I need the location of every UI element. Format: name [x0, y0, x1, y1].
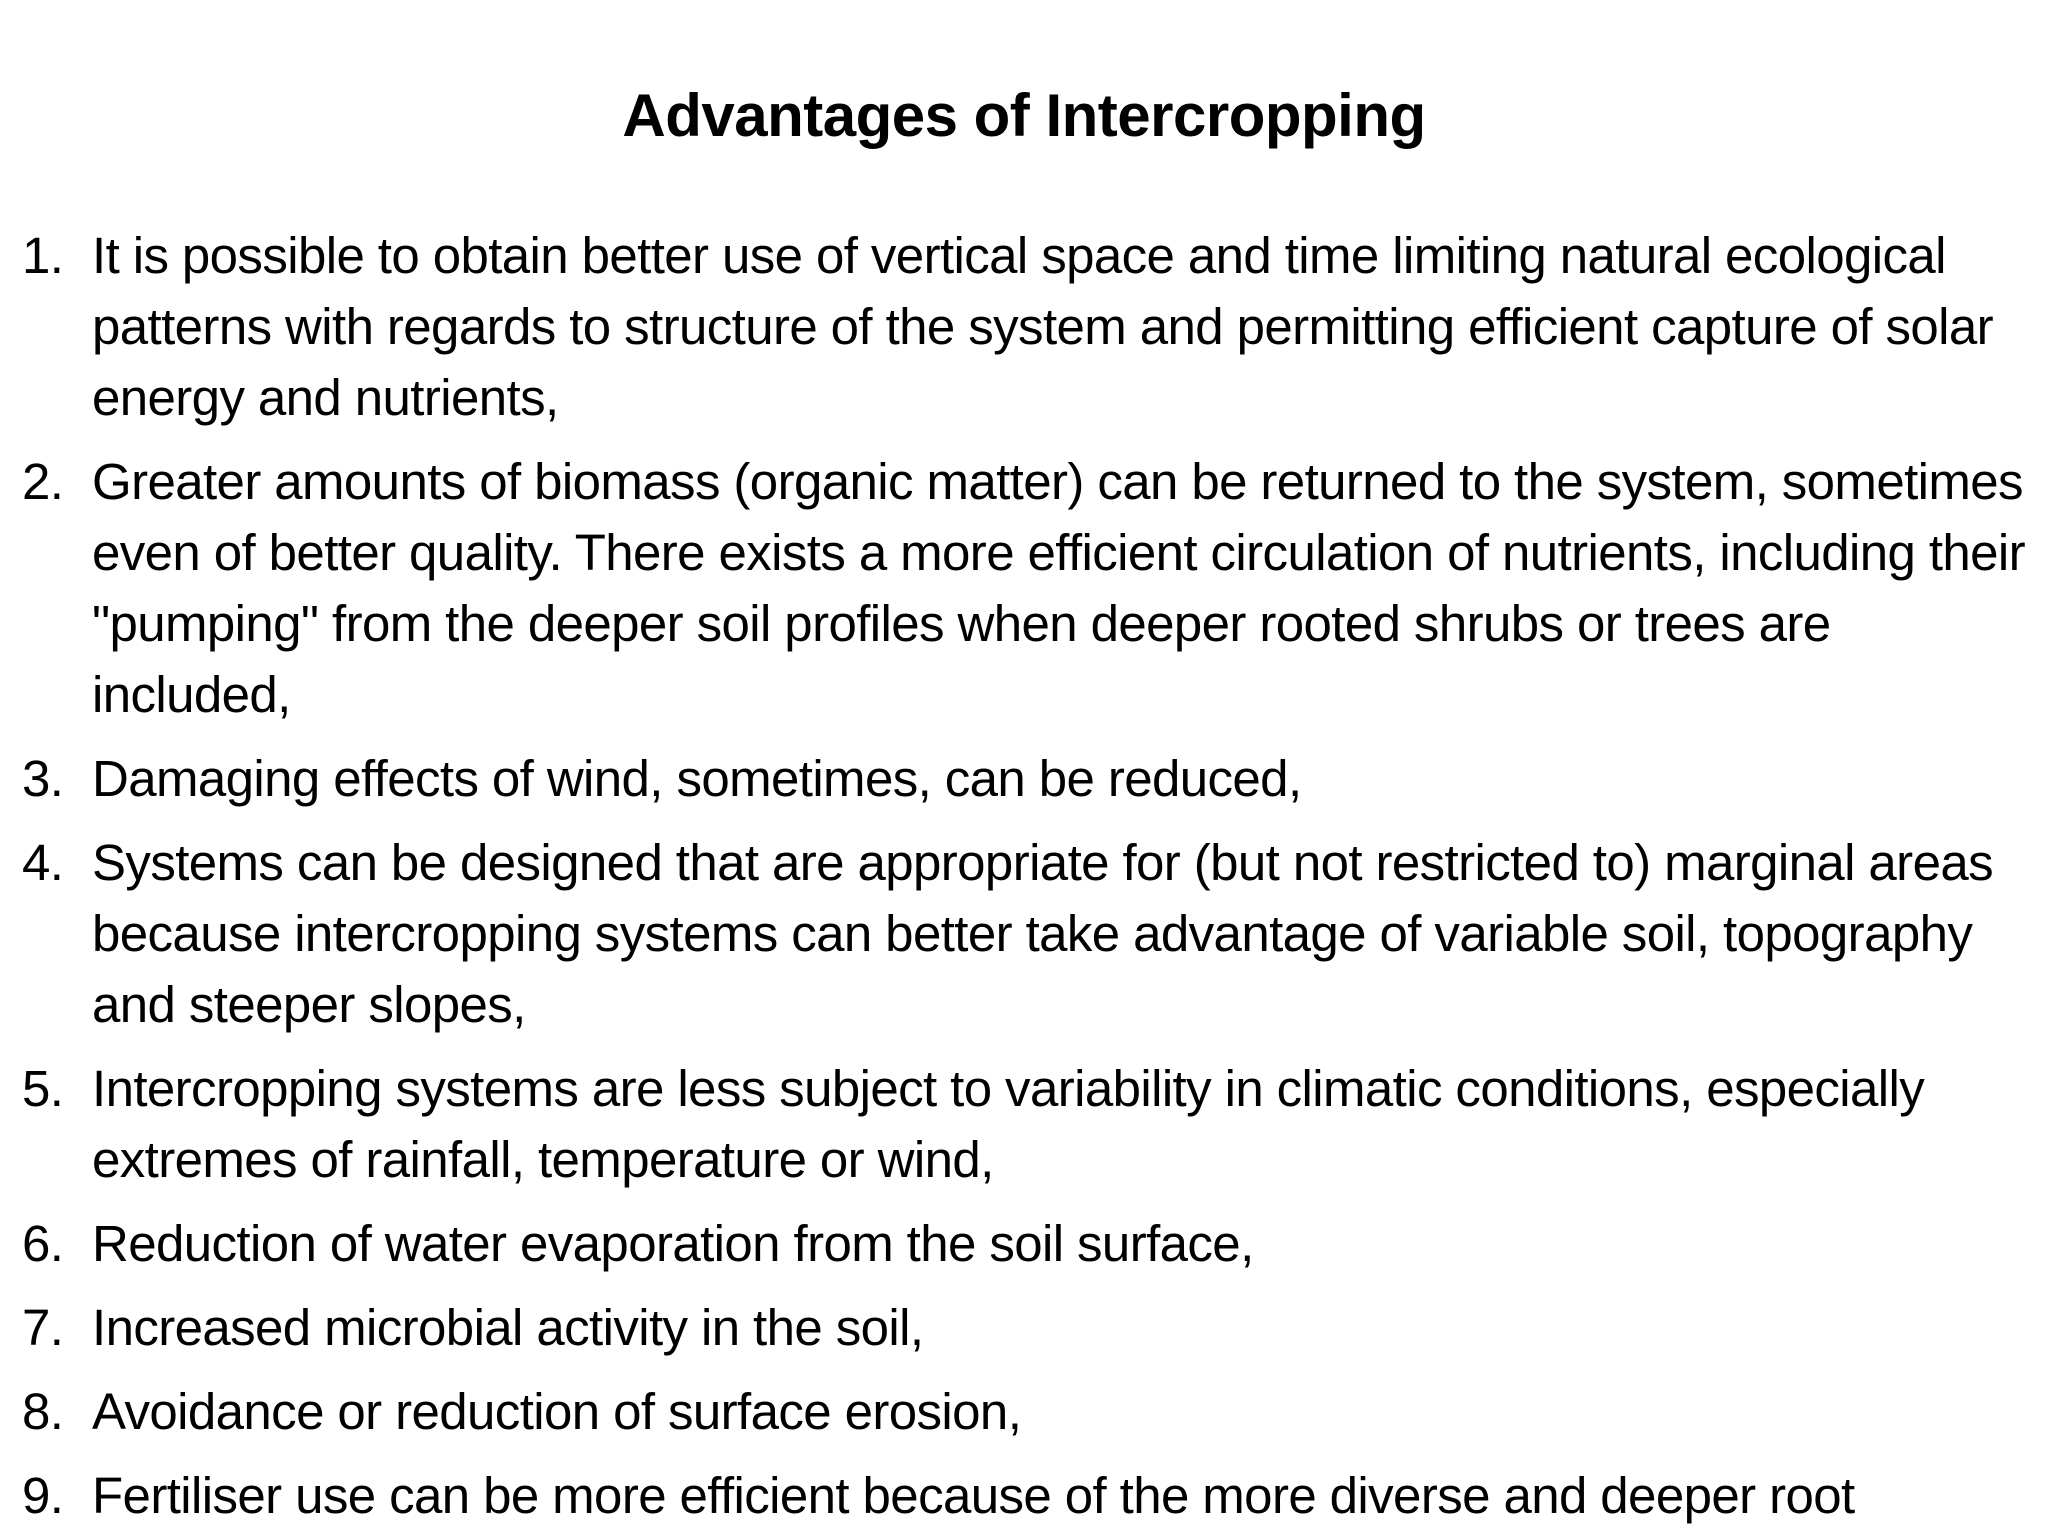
slide-title: Advantages of Intercropping [622, 82, 1426, 149]
item-number: 4. [22, 834, 64, 891]
item-number: 6. [22, 1215, 64, 1272]
list-item [22, 446, 2032, 730]
list-item [22, 220, 2032, 433]
list-item [22, 1208, 2032, 1279]
item-text: Damaging effects of wind, sometimes, can be reduced, [92, 750, 1302, 807]
item-text: Systems can be designed that are appropriate for (but not restricted to) marginal areas because intercropping systems can better take advantage of variable soil, topography and steeper slopes, [92, 834, 1993, 1033]
list-item [22, 1376, 2032, 1447]
item-text: Fertiliser use can be more efficient because of the more diverse and deeper root [92, 1467, 1855, 1524]
item-number: 5. [22, 1060, 64, 1117]
item-number: 1. [22, 227, 64, 284]
advantages-list [22, 220, 2032, 1536]
item-number: 3. [22, 750, 64, 807]
list-item [22, 1053, 2032, 1195]
item-text: Greater amounts of biomass (organic matter) can be returned to the system, sometimes even of better quality. There exists a more efficient circulation of nutrients, including their "pumping" from the deeper soil profiles when deeper rooted shrubs or trees are included, [92, 453, 2026, 723]
item-text: Increased microbial activity in the soil, [92, 1299, 924, 1356]
item-number: 7. [22, 1299, 64, 1356]
list-item [22, 827, 2032, 1040]
list-item [22, 1460, 2032, 1531]
item-text: Reduction of water evaporation from the soil surface, [92, 1215, 1254, 1272]
item-text: It is possible to obtain better use of vertical space and time limiting natural ecological patterns with regards to structure of the system and permitting efficient capture of solar energy and nutrients, [92, 227, 1994, 426]
item-text: Avoidance or reduction of surface erosion, [92, 1383, 1022, 1440]
item-number: 9. [22, 1467, 64, 1524]
item-number: 2. [22, 453, 64, 510]
item-number: 8. [22, 1383, 64, 1440]
list-item [22, 743, 2032, 814]
list-item [22, 1292, 2032, 1363]
item-text: Intercropping systems are less subject to variability in climatic conditions, especially extremes of rainfall, temperature or wind, [92, 1060, 1925, 1188]
